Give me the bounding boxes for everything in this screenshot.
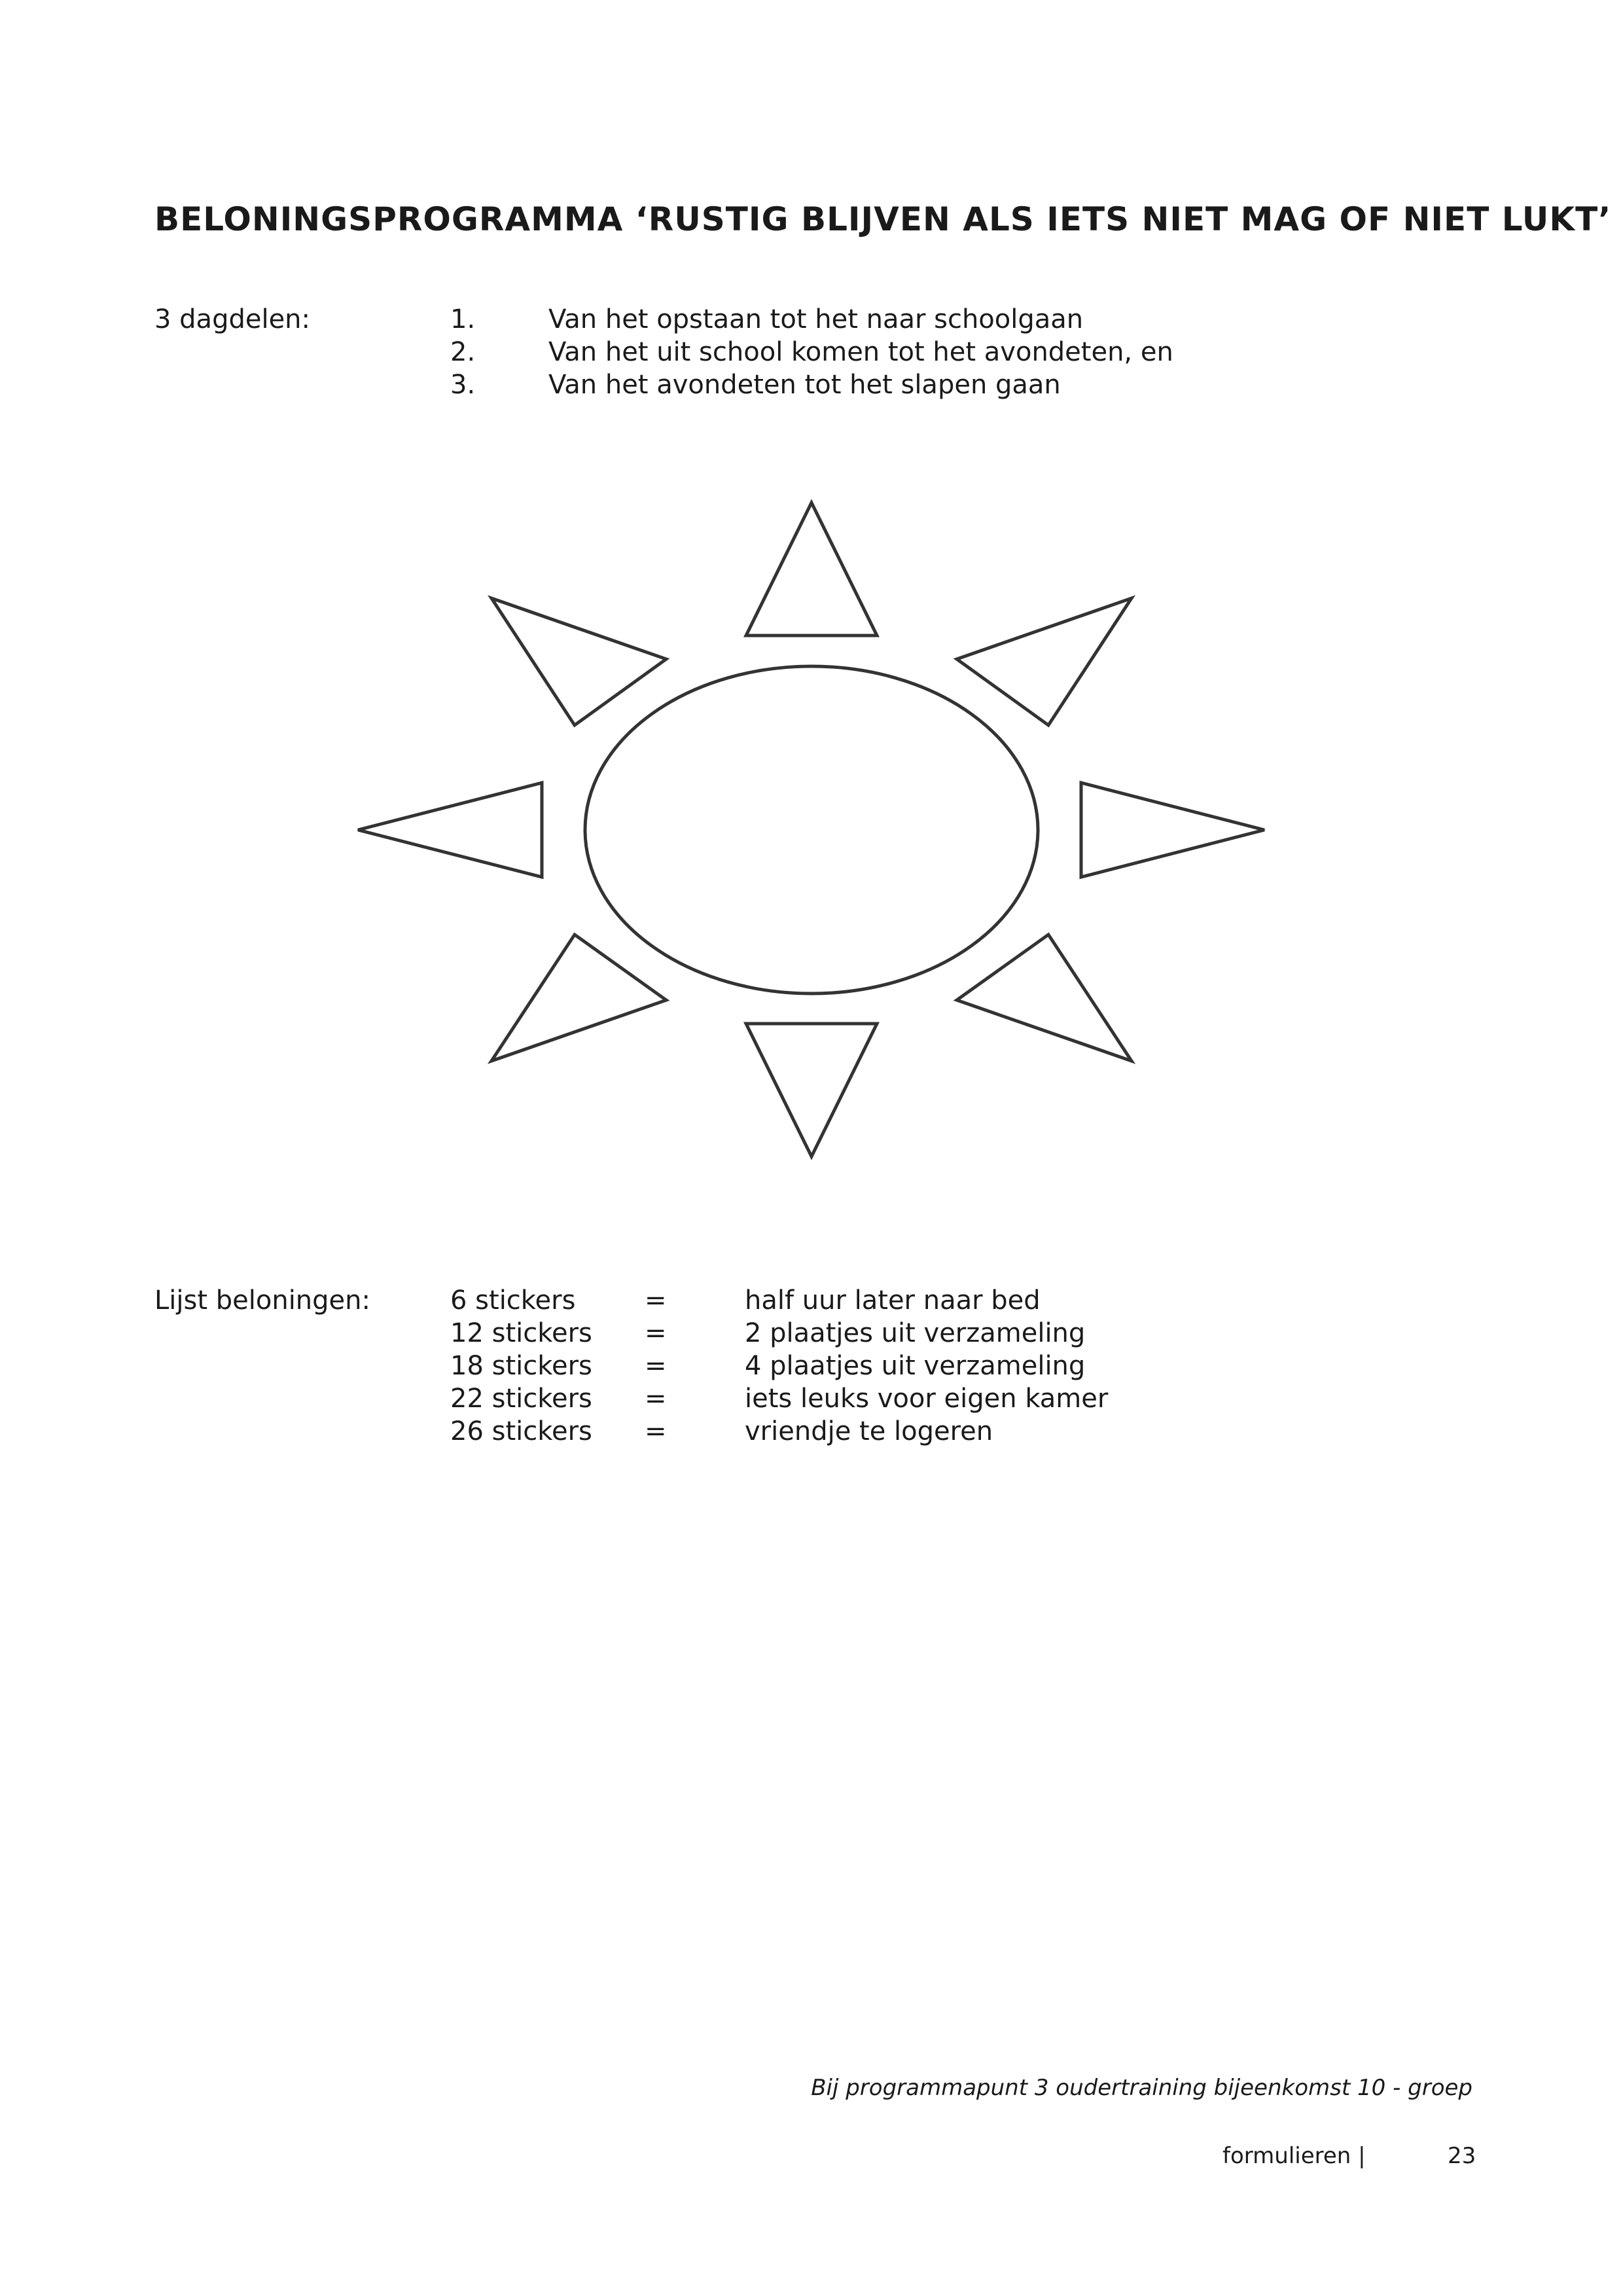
- sun-center-oval: [585, 666, 1038, 994]
- sun-ray-bottom: [746, 1024, 877, 1157]
- footer-note: Bij programmapunt 3 oudertraining bijeenkomst 10 - groep: [811, 2075, 1472, 2101]
- sticker-count: 22 stickers: [450, 1384, 592, 1414]
- sticker-count: 18 stickers: [450, 1351, 592, 1381]
- sun-ray-left: [358, 783, 542, 877]
- dagdelen-label: 3 dagdelen:: [154, 304, 311, 334]
- sun-ray-right: [1081, 783, 1264, 877]
- reward-text: iets leuks voor eigen kamer: [745, 1384, 1109, 1414]
- beloningen-label: Lijst beloningen:: [154, 1285, 370, 1316]
- dagdeel-text: Van het opstaan tot het naar schoolgaan: [548, 304, 1084, 334]
- sun-ray-bottom-left: [491, 935, 666, 1061]
- page-number: 23: [1448, 2143, 1476, 2169]
- reward-text: half uur later naar bed: [745, 1285, 1041, 1316]
- sun-ray-top-right: [957, 598, 1132, 725]
- equals-sign: =: [645, 1285, 667, 1316]
- dagdeel-number: 2.: [450, 337, 476, 367]
- reward-text: 2 plaatjes uit verzameling: [745, 1318, 1086, 1348]
- dagdeel-number: 1.: [450, 304, 476, 334]
- sun-ray-top-left: [491, 598, 666, 725]
- dagdeel-text: Van het avondeten tot het slapen gaan: [548, 370, 1061, 400]
- footer-section-label: formulieren |: [1222, 2143, 1366, 2169]
- equals-sign: =: [645, 1384, 667, 1414]
- equals-sign: =: [645, 1416, 667, 1446]
- dagdeel-number: 3.: [450, 370, 476, 400]
- equals-sign: =: [645, 1318, 667, 1348]
- sun-ray-top: [746, 503, 877, 636]
- sticker-count: 6 stickers: [450, 1285, 576, 1316]
- sticker-count: 12 stickers: [450, 1318, 592, 1348]
- sticker-count: 26 stickers: [450, 1416, 592, 1446]
- dagdeel-text: Van het uit school komen tot het avondeten, en: [548, 337, 1173, 367]
- page-title: BELONINGSPROGRAMMA ‘RUSTIG BLIJVEN ALS IETS NIET MAG OF NIET LUKT’: [154, 200, 1612, 238]
- reward-text: vriendje te logeren: [745, 1416, 993, 1446]
- reward-text: 4 plaatjes uit verzameling: [745, 1351, 1086, 1381]
- equals-sign: =: [645, 1351, 667, 1381]
- sun-ray-bottom-right: [957, 935, 1132, 1061]
